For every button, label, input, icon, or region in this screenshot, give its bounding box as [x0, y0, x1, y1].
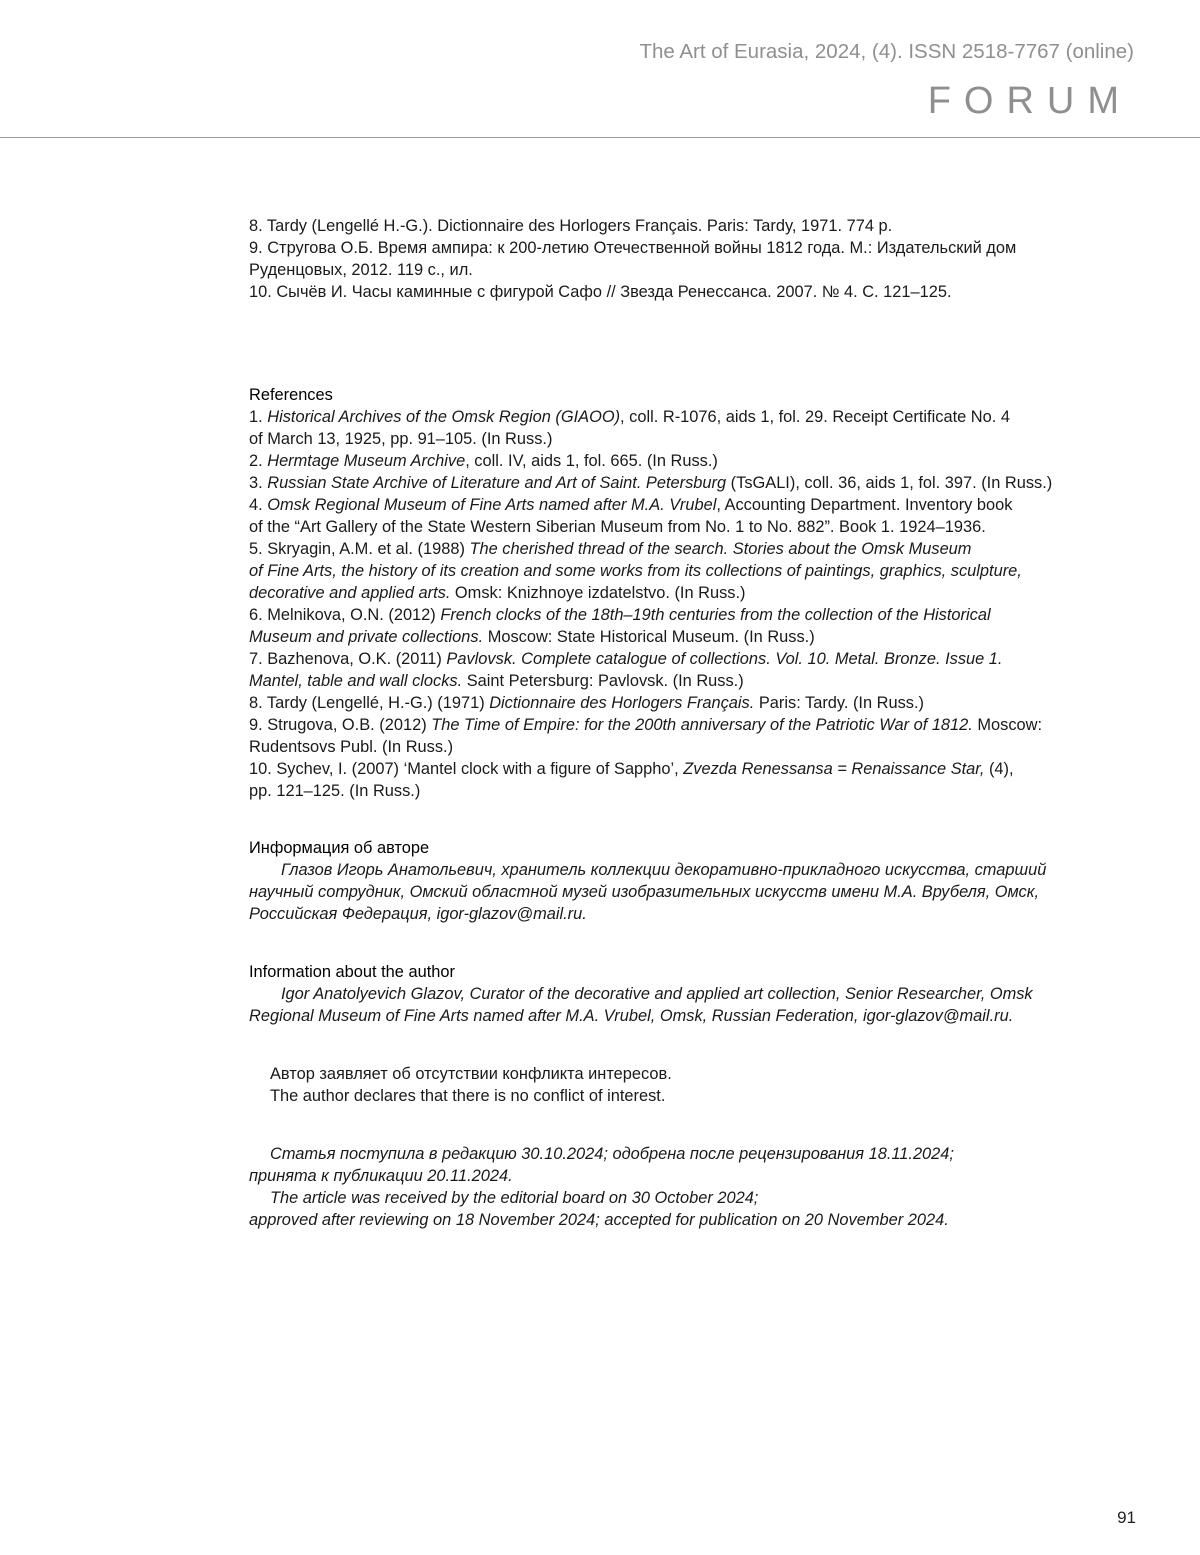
page-number: 91 — [1117, 1508, 1136, 1527]
conflict-statement — [249, 1063, 1149, 1107]
source-item: Руденцовых, 2012. 119 с., ил. — [249, 261, 473, 279]
author-info-ru — [249, 837, 1149, 925]
reference-item: 6. Melnikova, O.N. (2012) French clocks of the 18th–19th centuries from the collection of the Historical — [249, 606, 991, 624]
author-info-en-line: Igor Anatolyevich Glazov, Curator of the decorative and applied art collection, Senior Researcher, Omsk — [281, 985, 1033, 1003]
conflict-en: The author declares that there is no conflict of interest. — [270, 1087, 666, 1105]
source-item: 10. Сычёв И. Часы каминные с фигурой Сафо // Звезда Ренессанса. 2007. № 4. С. 121–125. — [249, 283, 952, 301]
author-info-en — [249, 961, 1149, 1027]
header-divider — [0, 137, 1200, 138]
reference-item: 8. Tardy (Lengellé, H.-G.) (1971) Dictionnaire des Horlogers Français. Paris: Tardy. (In Russ.) — [249, 694, 925, 712]
author-info-ru-line: Российская Федерация, igor-glazov@mail.ru. — [249, 905, 587, 923]
reference-item-cont: of the “Art Gallery of the State Western Siberian Museum from No. 1 to No. 882”. Book 1. 1924–1936. — [249, 518, 986, 536]
source-item: 9. Стругова О.Б. Время ампира: к 200-летию Отечественной войны 1812 года. М.: Издательский дом — [249, 239, 1017, 257]
section-title: FORUM — [927, 80, 1132, 122]
author-info-en-line: Regional Museum of Fine Arts named after M.A. Vrubel, Omsk, Russian Federation, igor-glazov@mail.ru. — [249, 1007, 1014, 1025]
dates-ru-line: принята к публикации 20.11.2024. — [249, 1167, 513, 1185]
reference-item-cont: of Fine Arts, the history of its creation and some works from its collections of paintings, graphics, sculpture, — [249, 562, 1022, 580]
author-info-en-heading: Information about the author — [249, 963, 455, 981]
reference-item-cont: Rudentsovs Publ. (In Russ.) — [249, 738, 454, 756]
reference-item-cont: of March 13, 1925, pp. 91–105. (In Russ.) — [249, 430, 553, 448]
source-item: 8. Tardy (Lengellé H.-G.). Dictionnaire des Horlogers Français. Paris: Tardy, 1971. 774 p. — [249, 217, 893, 235]
dates-en-line: The article was received by the editorial board on 30 October 2024; — [270, 1189, 759, 1207]
journal-citation: The Art of Eurasia, 2024, (4). ISSN 2518-7767 (online) — [639, 40, 1134, 63]
reference-item-cont: decorative and applied arts. Omsk: Knizhnoye izdatelstvo. (In Russ.) — [249, 584, 746, 602]
reference-item: 9. Strugova, O.B. (2012) The Time of Empire: for the 200th anniversary of the Patriotic War of 1812. Moscow: — [249, 716, 1043, 734]
conflict-ru: Автор заявляет об отсутствии конфликта интересов. — [270, 1065, 672, 1083]
reference-item: 10. Sychev, I. (2007) ‘Mantel clock with a figure of Sappho’, Zvezda Renessansa = Renaissance Star, (4), — [249, 760, 1014, 778]
author-info-ru-heading: Информация об авторе — [249, 839, 430, 857]
reference-item: 1. Historical Archives of the Omsk Region (GIAOO), coll. R-1076, aids 1, fol. 29. Receipt Certificate No. 4 — [249, 408, 1010, 426]
reference-item: 7. Bazhenova, O.K. (2011) Pavlovsk. Complete catalogue of collections. Vol. 10. Metal. Bronze. Issue 1. — [249, 650, 1003, 668]
sources-list-continued — [249, 215, 1149, 303]
references-section — [249, 384, 1149, 802]
dates-en-line: approved after reviewing on 18 November 2024; accepted for publication on 20 November 2024. — [249, 1211, 949, 1229]
reference-item: 5. Skryagin, A.M. et al. (1988) The cherished thread of the search. Stories about the Omsk Museum — [249, 540, 972, 558]
dates-ru-line: Статья поступила в редакцию 30.10.2024; одобрена после рецензирования 18.11.2024; — [270, 1145, 954, 1163]
reference-item: 2. Hermtage Museum Archive, coll. IV, aids 1, fol. 665. (In Russ.) — [249, 452, 718, 470]
author-info-ru-line: Глазов Игорь Анатольевич, хранитель коллекции декоративно-прикладного искусства, старший — [281, 861, 1047, 879]
reference-item-cont: pp. 121–125. (In Russ.) — [249, 782, 421, 800]
reference-item-cont: Museum and private collections. Moscow: State Historical Museum. (In Russ.) — [249, 628, 815, 646]
references-heading: References — [249, 386, 333, 404]
reference-item-cont: Mantel, table and wall clocks. Saint Petersburg: Pavlovsk. (In Russ.) — [249, 672, 744, 690]
author-info-ru-line: научный сотрудник, Омский областной музей изобразительных искусств имени М.А. Врубеля, Омск, — [249, 883, 1040, 901]
reference-item: 4. Omsk Regional Museum of Fine Arts named after M.A. Vrubel, Accounting Department. Inventory book — [249, 496, 1013, 514]
article-dates — [249, 1143, 1149, 1231]
reference-item: 3. Russian State Archive of Literature and Art of Saint. Petersburg (TsGALI), coll. 36, aids 1, fol. 397. (In Russ.) — [249, 474, 1053, 492]
